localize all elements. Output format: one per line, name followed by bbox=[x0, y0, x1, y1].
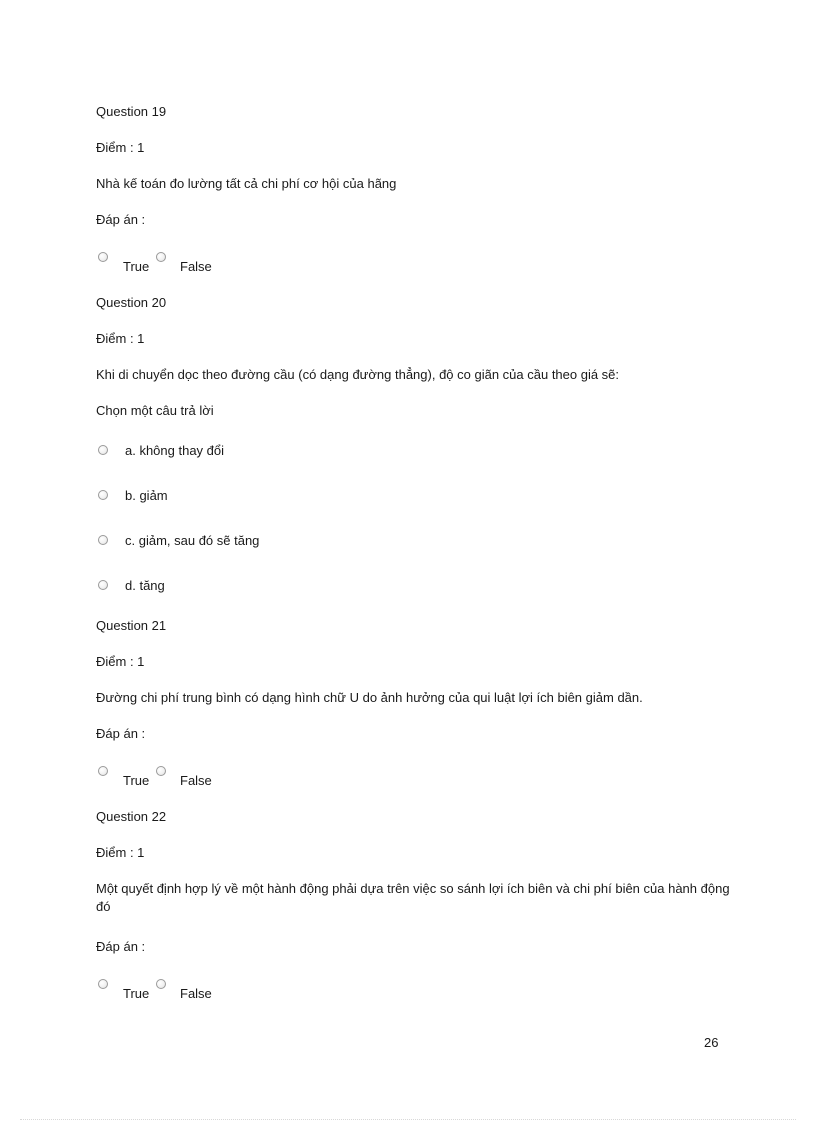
question-22-answer-label: Đáp án : bbox=[96, 939, 146, 954]
option-label-q22-true: True bbox=[123, 986, 150, 1001]
radio-q20-c[interactable] bbox=[98, 535, 108, 545]
question-21-title: Question 21 bbox=[96, 618, 167, 633]
question-20-title: Question 20 bbox=[96, 295, 167, 310]
option-label-q20-c: c. giảm, sau đó sẽ tăng bbox=[125, 533, 260, 548]
question-21-score: Điểm : 1 bbox=[96, 654, 145, 669]
question-20-answer-label: Chọn một câu trả lời bbox=[96, 403, 214, 418]
page-number: 26 bbox=[704, 1035, 719, 1050]
radio-q19-true[interactable] bbox=[98, 252, 108, 262]
question-21-text: Đường chi phí trung bình có dạng hình chữ U do ảnh hưởng của qui luật lợi ích biên giảm dần. bbox=[96, 690, 643, 705]
option-label-q20-b: b. giảm bbox=[125, 488, 168, 503]
option-label-q20-d: d. tăng bbox=[125, 578, 165, 593]
radio-q21-true[interactable] bbox=[98, 766, 108, 776]
option-label-q20-a: a. không thay đổi bbox=[125, 443, 225, 458]
question-20-text: Khi di chuyển dọc theo đường cầu (có dạng đường thẳng), độ co giãn của cầu theo giá sẽ: bbox=[96, 367, 620, 382]
option-label-q19-false: False bbox=[180, 259, 212, 274]
question-19-title: Question 19 bbox=[96, 104, 167, 119]
question-22-score: Điểm : 1 bbox=[96, 845, 145, 860]
radio-q20-a[interactable] bbox=[98, 445, 108, 455]
question-19-answer-label: Đáp án : bbox=[96, 212, 146, 227]
radio-q19-false[interactable] bbox=[156, 252, 166, 262]
page-bottom-divider bbox=[20, 1119, 796, 1120]
radio-q22-false[interactable] bbox=[156, 979, 166, 989]
option-label-q19-true: True bbox=[123, 259, 150, 274]
question-19-score: Điểm : 1 bbox=[96, 140, 145, 155]
question-22-text: Một quyết định hợp lý về một hành động phải dựa trên việc so sánh lợi ích biên và chi phí biên của hành động đó bbox=[96, 881, 730, 914]
radio-q22-true[interactable] bbox=[98, 979, 108, 989]
radio-q20-b[interactable] bbox=[98, 490, 108, 500]
question-21-answer-label: Đáp án : bbox=[96, 726, 146, 741]
question-20-score: Điểm : 1 bbox=[96, 331, 145, 346]
question-22-title: Question 22 bbox=[96, 809, 167, 824]
radio-q20-d[interactable] bbox=[98, 580, 108, 590]
option-label-q22-false: False bbox=[180, 986, 212, 1001]
question-19-text: Nhà kế toán đo lường tất cả chi phí cơ hội của hãng bbox=[96, 176, 397, 191]
radio-q21-false[interactable] bbox=[156, 766, 166, 776]
option-label-q21-false: False bbox=[180, 773, 212, 788]
option-label-q21-true: True bbox=[123, 773, 150, 788]
